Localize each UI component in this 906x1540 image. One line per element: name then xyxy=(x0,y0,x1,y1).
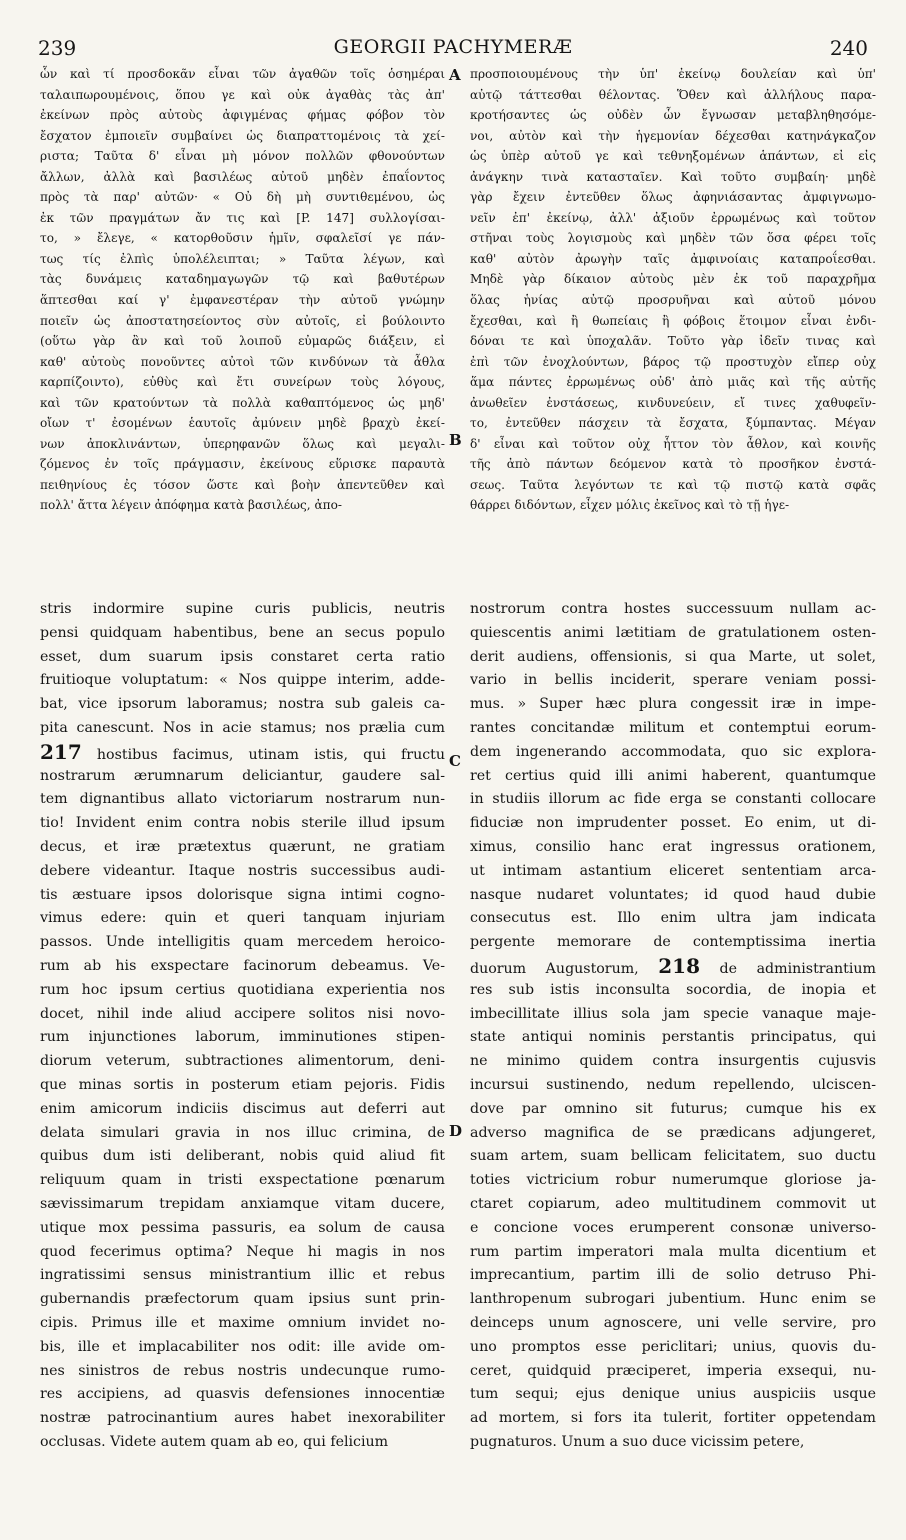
greek-line: τὰς δυνάμεις καταδημαγωγῶν τῷ καὶ βαθυτέρων xyxy=(40,272,445,287)
greek-column-right xyxy=(470,64,876,588)
latin-line xyxy=(470,955,876,979)
latin-line: decus, et iræ prætextus quærunt, ne gratiam xyxy=(40,838,445,855)
latin-line: delata simulari gravia in nos illuc crimina, de xyxy=(40,1124,445,1141)
greek-line: ποιεῖν ὡς ἀποστατησείοντος σὺν αὐτοῖς, εἰ βούλοιντο xyxy=(40,313,445,328)
latin-line: occlusas. Videte autem quam ab eo, qui felicium xyxy=(40,1433,389,1450)
greek-line: σεως. Ταῦτα λεγόντων τε καὶ τῷ πιστῷ κατὰ σφᾶς xyxy=(470,477,876,492)
running-title: GEORGII PACHYMERÆ xyxy=(333,36,573,58)
latin-line: ximus, consilio hanc erat ingressus orationem, xyxy=(470,838,876,855)
latin-line: que minas sortis in posterum etiam pejoris. Fidis xyxy=(40,1076,445,1093)
latin-line: tio! Invident enim contra nobis sterile illud ipsum xyxy=(40,815,445,832)
latin-line: passos. Unde intelligitis quam mercedem heroico- xyxy=(40,934,445,951)
latin-line: toties victricium robur numerumque gloriose ja- xyxy=(470,1172,876,1189)
latin-line: stris indormire supine curis publicis, neutris xyxy=(40,601,445,617)
latin-column-right xyxy=(470,598,876,1478)
latin-line: res accipiens, ad quasvis defensiones innocentiæ xyxy=(40,1386,445,1403)
greek-line: ἔχεσθαι, καὶ ἢ θωπείαις ἢ φόβοις ἕτοιμον εἶναι ἐνδι- xyxy=(470,313,876,328)
greek-line: νων ἀποκλινάντων, ὑπερηφανῶν ὅλως καὶ μεγαλι- xyxy=(40,436,445,451)
latin-line: cipis. Primus ille et maxime omnium invidet no- xyxy=(40,1314,445,1331)
greek-line: κροτήσαντες ὡς οὐδὲν ὧν ἔγνωσαν μεταβληθησόμε- xyxy=(470,108,876,123)
greek-line: το, » ἔλεγε, « κατορθοῦσιν ἡμῖν, σφαλεῖσί γε πάν- xyxy=(40,231,445,246)
page-number-marker: 218 xyxy=(658,954,700,978)
greek-line: στῆναι τοὺς λογισμοὺς καὶ μηδὲν τῶν ὅσα φέρει τοῖς xyxy=(470,231,876,246)
line-text: hostibus facimus, utinam istis, qui fructu xyxy=(96,746,445,763)
page-header xyxy=(38,36,868,60)
latin-line: docet, nihil inde aliud accipere solitos nisi novo- xyxy=(40,1005,445,1022)
greek-line: ἐκείνων πρὸς αὐτοὺς ἀφιγμένας φήμας φόβον τὸν xyxy=(40,108,445,123)
page-number-left: 239 xyxy=(38,36,77,60)
latin-line: mus. » Super hæc plura congessit iræ in impe- xyxy=(470,696,876,713)
greek-line: ζόμενος ἐν τοῖς πράγμασιν, ἐκείνους εὕρισκε παραυτὰ xyxy=(40,457,445,472)
latin-line: tum sequi; ejus denique unius auspiciis usque xyxy=(470,1386,876,1403)
page-number-marker: 217 xyxy=(40,740,82,764)
latin-line: dove par omnino sit futurus; cumque his ex xyxy=(470,1100,876,1117)
latin-line: utique mox pessima passuris, ea solum de causa xyxy=(40,1219,445,1236)
latin-line: state antiqui nominis perstantis principatus, qui xyxy=(470,1029,876,1046)
greek-line: δ' εἶναι καὶ τοῦτον οὐχ ἧττον τὸν ἆθλον, καὶ κοινῆς xyxy=(470,436,876,451)
latin-line: pita canescunt. Nos in acie stamus; nos prælia cum xyxy=(40,719,445,736)
latin-line: tem dignantibus allato victoriarum nostrarum nun- xyxy=(40,791,445,808)
greek-line: το, ἐντεῦθεν πάσχειν τὰ ἔσχατα, ξύμπαντας. Μέγαν xyxy=(470,416,876,431)
latin-line: derit audiens, offensionis, si qua Marte, ut solet, xyxy=(470,648,876,665)
greek-line: αὐτῷ τάττεσθαι θέλοντας. Ὅθεν καὶ ἀλλήλους παρα- xyxy=(470,87,876,102)
latin-line: ad mortem, si fors ita tulerit, fortiter oppetendam xyxy=(470,1410,876,1427)
latin-line: quod fecerimus optima? Neque hi magis in nos xyxy=(40,1243,445,1260)
latin-line: pensi quidquam habentibus, bene an secus populo xyxy=(40,624,445,641)
latin-line: reliquum quam in tristi exspectatione pœnarum xyxy=(40,1172,445,1189)
latin-line: ctaret copiarum, adeo multitudinem commovit ut xyxy=(470,1195,876,1212)
greek-line: οἴων τ' ἐσομένων ἑαυτοῖς ἀμύνειν μηδὲ βραχὺ ἐκεί- xyxy=(40,416,445,431)
latin-line: imprecantium, partim illi de solio detruso Phi- xyxy=(470,1267,876,1284)
greek-line: πολλ' ἄττα λέγειν ἀπόφημα κατὰ βασιλέως, ἀπο- xyxy=(40,498,342,513)
latin-line: nes sinistros de rebus nostris undecunque rumo- xyxy=(40,1362,445,1379)
latin-line: fruitioque voluptatum: « Nos quippe interim, adde- xyxy=(40,672,445,689)
latin-line: rantes concitandæ militum et contemptui eorum- xyxy=(470,719,876,736)
greek-line: ἅπτεσθαι καί γ' ἐμφανεστέραν τὴν αὐτοῦ γνώμην xyxy=(40,293,445,308)
margin-marker-c: C xyxy=(449,752,461,770)
greek-line: ὅλας ἡνίας αὐτῷ προσρυῆναι καὶ αὐτοῦ μόνου xyxy=(470,293,876,308)
greek-line: ἄλλων, ἀλλὰ καὶ βασιλέως αὐτοῦ μηδὲν ἐπαΐοντος xyxy=(40,169,445,184)
latin-line: ret certius quid illi animi haberent, quantumque xyxy=(470,767,876,784)
latin-line: ut intimam astantium eliceret sententiam arca- xyxy=(470,862,876,879)
latin-line: nasque nudaret voluntates; id quod haud dubie xyxy=(470,886,876,903)
greek-line: νεῖν ἐπ' ἐκείνῳ, ἀλλ' ἀξιοῦν ἐρρωμένως καὶ τοῦτον xyxy=(470,210,876,225)
latin-line: rum ab his exspectare facinorum debeamus. Ve- xyxy=(40,957,445,974)
latin-column-left xyxy=(40,598,445,1478)
greek-line: ἐκ τῶν πραγμάτων ἄν τις καὶ [P. 147] συλλογίσαι- xyxy=(40,210,445,225)
greek-line: καὶ τῶν κρατούντων τὰ πολλὰ καθαπτόμενος ὡς μηδ' xyxy=(40,395,445,410)
latin-line: rum partim imperatori mala multa dicentium et xyxy=(470,1243,876,1260)
latin-line: ceret, quidquid præciperet, imperia exsequi, nu- xyxy=(470,1362,876,1379)
greek-line: ἐπὶ τῶν ἐνοχλούντων, βάρος τῷ προστυχὸν εἴπερ οὐχ xyxy=(470,354,876,369)
latin-line: imbecillitate illius sola jam specie vanaque maje- xyxy=(470,1005,876,1022)
latin-line: nostrorum contra hostes successuum nullam ac- xyxy=(470,601,876,617)
latin-line: deinceps unum agnoscere, uni velle servire, pro xyxy=(470,1314,876,1331)
latin-line: ingratissimi sensus ministrantium illic et rebus xyxy=(40,1267,445,1284)
greek-line: (οὕτω γὰρ ἂν καὶ τοῦ λοιποῦ εὐμαρῶς διάξειν, εἰ xyxy=(40,334,445,349)
line-text: de administrantium xyxy=(700,960,876,977)
latin-line: diorum veterum, subtractiones alimentorum, deni- xyxy=(40,1053,445,1070)
latin-line: rum hoc ipsum certius quotidiana experientia nos xyxy=(40,981,445,998)
latin-line: dem ingenerando accommodata, quo sic explora- xyxy=(470,743,876,760)
latin-line: quiescentis animi lætitiam de gratulationem osten- xyxy=(470,624,876,641)
latin-line: quibus dum isti deliberant, nobis quid aliud fit xyxy=(40,1148,445,1165)
greek-line: προσποιουμένους τὴν ὑπ' ἐκείνῳ δουλείαν καὶ ὑπ' xyxy=(470,67,876,81)
latin-line: lanthropenum subrogari jubentium. Hunc enim se xyxy=(470,1291,876,1308)
greek-line: τως τίς ἐλπὶς ὑπολέλειπται; » Ταῦτα λέγων, καὶ xyxy=(40,251,445,266)
latin-line: consecutus est. Illo enim ultra jam indicata xyxy=(470,910,876,927)
latin-line: gubernandis præfectorum quam ipsius sunt prin- xyxy=(40,1291,445,1308)
greek-line: πρὸς τὰ παρ' αὐτῶν· « Οὐ δὴ μὴ συντιθεμένου, ὡς xyxy=(40,190,445,205)
greek-line: ριστα; Ταῦτα δ' εἶναι μὴ μόνον πολλῶν φθονούντων xyxy=(40,149,445,164)
greek-line: ὧν καὶ τί προσδοκᾶν εἶναι τῶν ἀγαθῶν τοῖς ὁσημέραι xyxy=(40,67,445,81)
latin-line: pugnaturos. Unum a suo duce vicissim petere, xyxy=(470,1433,805,1450)
latin-line: res sub istis inconsulta socordia, de inopia et xyxy=(470,981,876,998)
latin-line: in studiis illorum ac fide erga se constanti collocare xyxy=(470,791,876,808)
latin-line: esset, dum suarum ipsis constaret certa ratio xyxy=(40,648,445,665)
greek-line: δόναι τε καὶ ὑποχαλᾶν. Τοῦτο γὰρ ἰδεῖν τινας καὶ xyxy=(470,334,876,349)
greek-line: καρπίζοιντο), εὐθὺς καὶ ἔτι συνείρων τοὺς λόγους, xyxy=(40,375,445,390)
line-text: duorum Augustorum, xyxy=(470,960,659,977)
page-number-right: 240 xyxy=(829,36,868,60)
latin-line: ne minimo quidem contra insurgentis cujusvis xyxy=(470,1053,876,1070)
latin-line: bat, vice ipsorum laboramus; nostra sub galeis ca- xyxy=(40,696,445,713)
latin-line: suam artem, suam bellicam felicitatem, suo ductu xyxy=(470,1148,876,1165)
greek-line: ἀνωθεῖεν ἐνστάσεως, κινδυνεύειν, εἴ τινες χαθυφεῖν- xyxy=(470,395,876,410)
latin-line: tis æstuare ipsos dolorisque signa intimi cogno- xyxy=(40,886,445,903)
latin-line: rum injunctiones laborum, imminutiones stipen- xyxy=(40,1029,445,1046)
greek-line: ὡς ὑπὲρ αὐτοῦ γε καὶ τεθνηξομένων ἁπάντων, εἰ εἰς xyxy=(470,149,876,164)
margin-marker-d: D xyxy=(449,1122,463,1140)
latin-line: bis, ille et implacabiliter nos odit: ille avide om- xyxy=(40,1338,445,1355)
greek-line: πειθηνίους ἐς τόσον ὥστε καὶ βοὴν ἀπεντεῦθεν καὶ xyxy=(40,477,445,492)
latin-line: debere videantur. Itaque nostris successibus audi- xyxy=(40,862,445,879)
greek-line: γὰρ ἔχειν ἐντεῦθεν ὅλως ἀφηνιάσαντας ἀμφιγνωμο- xyxy=(470,190,876,205)
latin-line: fiduciæ non imprudenter posset. Eo enim, ut di- xyxy=(470,815,876,832)
greek-line: ἔσχατον ἐμποιεῖν συμβαίνει ὡς διαπραττομένοις τὰ χεί- xyxy=(40,128,445,143)
latin-line xyxy=(40,741,445,765)
latin-line: e concione voces erumperent consonæ universo- xyxy=(470,1219,876,1236)
latin-line: sævissimarum trepidam anxiamque vitam ducere, xyxy=(40,1195,445,1212)
latin-line: vimus edere: quin et queri tanquam injuriam xyxy=(40,910,445,927)
latin-line: incursui sustinendo, nedum repellendo, ulciscen- xyxy=(470,1076,876,1093)
latin-line: nostræ patrocinantium aures habet inexorabiliter xyxy=(40,1410,445,1427)
greek-line: θάρρει διδόντων, εἶχεν μόλις ἐκεῖνος καὶ τὸ τῇ ἡγε- xyxy=(470,498,790,513)
latin-line: adverso magnifica de se prædicans adjungeret, xyxy=(470,1124,876,1141)
latin-line: uno promptos esse periclitari; unius, quovis du- xyxy=(470,1338,876,1355)
greek-line: καθ' αὐτὸν ἀρωγὴν ταῖς ἀμφινοίαις καταπροΐεσθαι. xyxy=(470,251,876,266)
margin-marker-b: B xyxy=(449,431,462,449)
latin-line: vario in bellis inciderit, sperare veniam possi- xyxy=(470,672,876,689)
latin-line: nostrarum ærumnarum deliciantur, gaudere sal- xyxy=(40,767,445,784)
latin-line: pergente memorare de contemptissima inertia xyxy=(470,934,876,951)
greek-line: νοι, αὐτὸν καὶ τὴν ἡγεμονίαν δέχεσθαι κατηνάγκαζον xyxy=(470,128,876,143)
greek-line: ἅμα πάντες ἐρρωμένως οὐδ' ἀπὸ μιᾶς καὶ τῆς αὐτῆς xyxy=(470,375,876,390)
greek-line: καθ' αὐτοὺς πονοῦντες αὐτοὶ τῶν κινδύνων τὰ ἆθλα xyxy=(40,354,445,369)
greek-line: τῆς ἀπὸ πάντων δεόμενον κατὰ τὸ προσῆκον ἐνστά- xyxy=(470,457,876,472)
margin-marker-a: A xyxy=(449,66,461,84)
latin-line: enim amicorum indiciis discimus aut deferri aut xyxy=(40,1100,445,1117)
greek-line: Μηδὲ γὰρ δίκαιον αὐτοὺς μὲν ἐκ τοῦ παραχρῆμα xyxy=(470,272,876,287)
greek-line: ἀνάγκην τινὰ κατασταῖεν. Καὶ τοῦτο συμβαίη· μηδὲ xyxy=(470,169,876,184)
greek-line: ταλαιπωρουμένοις, ὅπου γε καὶ οὐκ ἀγαθὰς τὰς ἀπ' xyxy=(40,87,445,102)
greek-column-left xyxy=(40,64,445,588)
